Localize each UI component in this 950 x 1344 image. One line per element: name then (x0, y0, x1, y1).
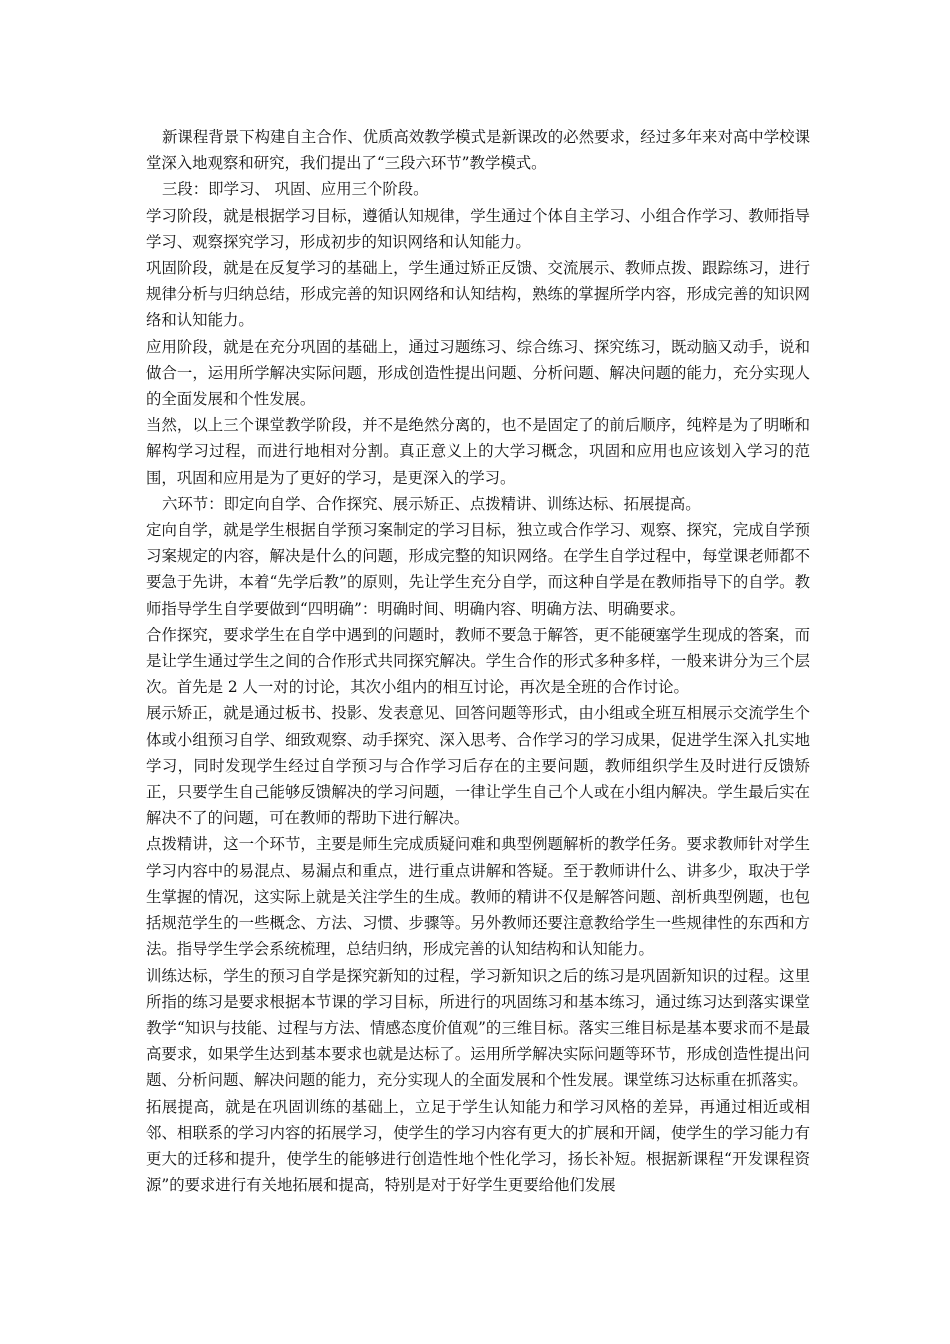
document-body (146, 124, 810, 1198)
practice-mastery-paragraph: 训练达标，学生的预习自学是探究新知的过程，学习新知识之后的练习是巩固新知识的过程。这里所指的练习是要求根据本节课的学习目标，所进行的巩固练习和基本练习，通过练习达到落实课堂教学“知识与技能、过程与方法、情感态度价值观”的三维目标。落实三维目标是基本要求而不是最高要求，如果学生达到基本要求也就是达标了。运用所学解决实际问题等环节，形成创造性提出问题、分析问题、解决问题的能力，充分实现人的全面发展和个性发展。课堂练习达标重在抓落实。 (146, 966, 810, 1090)
application-stage-paragraph: 应用阶段，就是在充分巩固的基础上，通过习题练习、综合练习、探究练习，既动脑又动手，说和做合一，运用所学解决实际问题，形成创造性提出问题、分析问题、解决问题的能力，充分实现人的全面发展和个性发展。 (146, 337, 810, 409)
extension-improvement-paragraph: 拓展提高，就是在巩固训练的基础上，立足于学生认知能力和学习风格的差异，再通过相近或相邻、相联系的学习内容的拓展学习，使学生的学习内容有更大的扩展和开阔，使学生的学习能力有更大的迁移和提升，使学生的能够进行创造性地个性化学习，扬长补短。根据新课程“开发课程资源”的要求进行有关地拓展和提高，特别是对于好学生更要给他们发展 (146, 1097, 810, 1195)
presentation-correction-paragraph: 展示矫正，就是通过板书、投影、发表意见、回答问题等形式，由小组或全班互相展示交流学生个体或小组预习自学、细致观察、动手探究、深入思考、合作学习的学习成果，促进学生深入扎实地学习，同时发现学生经过自学预习与合作学习后存在的主要问题，教师组织学生及时进行反馈矫正，只要学生自己能够反馈解决的学习问题，一律让学生自己个人或在小组内解决。学生最后实在解决不了的问题，可在教师的帮助下进行解决。 (146, 704, 810, 828)
three-stages-heading: 三段：即学习、 巩固、应用三个阶段。 (162, 180, 429, 199)
cooperative-inquiry-paragraph: 合作探究，要求学生在自学中遇到的问题时，教师不要急于解答，更不能硬塞学生现成的答案，而是让学生通过学生之间的合作形式共同探究解决。学生合作的形式多种多样，一般来讲分为三个层次。首先是 2 人一对的讨论，其次小组内的相互讨论，再次是全班的合作讨论。 (146, 625, 810, 697)
consolidation-stage-paragraph: 巩固阶段，就是在反复学习的基础上，学生通过矫正反馈、交流展示、教师点拨、跟踪练习，进行规律分析与归纳总结，形成完善的知识网络和认知结构，熟练的掌握所学内容，形成完善的知识网络和认知能力。 (146, 259, 810, 330)
intro-paragraph: 新课程背景下构建自主合作、优质高效教学模式是新课改的必然要求，经过多年来对高中学校课堂深入地观察和研究，我们提出了“三段六环节”教学模式。 (146, 128, 810, 173)
six-steps-heading: 六环节：即定向自学、合作探究、展示矫正、点拨精讲、训练达标、拓展提高。 (162, 494, 701, 513)
guided-explanation-paragraph: 点拨精讲，这一个环节，主要是师生完成质疑问难和典型例题解析的教学任务。要求教师针对学生学习内容中的易混点、易漏点和重点，进行重点讲解和答疑。至于教师讲什么、讲多少，取决于学生掌握的情况，这实际上就是关注学生的生成。教师的精讲不仅是解答问题、剖析典型例题，也包括规范学生的一些概念、方法、习惯、步骤等。另外教师还要注意教给学生一些规律性的东西和方法。指导学生学会系统梳理，总结归纳，形成完善的认知结构和认知能力。 (146, 835, 810, 959)
learning-stage-paragraph: 学习阶段，就是根据学习目标，遵循认知规律，学生通过个体自主学习、小组合作学习、教师指导学习、观察探究学习，形成初步的知识网络和认知能力。 (146, 206, 810, 251)
directed-self-study-paragraph: 定向自学，就是学生根据自学预习案制定的学习目标，独立或合作学习、观察、探究，完成自学预习案规定的内容，解决是什么的问题，形成完整的知识网络。在学生自学过程中，每堂课老师都不要急于先讲，本着“先学后教”的原则，先让学生充分自学，而这种自学是在教师指导下的自学。教师指导学生自学要做到“四明确”：明确时间、明确内容、明确方法、明确要求。 (146, 521, 810, 618)
stages-note-paragraph: 当然，以上三个课堂教学阶段，并不是绝然分离的，也不是固定了的前后顺序，纯粹是为了明晰和解构学习过程，而进行地相对分割。真正意义上的大学习概念，巩固和应用也应该划入学习的范围，巩固和应用是为了更好的学习，是更深入的学习。 (146, 416, 810, 487)
